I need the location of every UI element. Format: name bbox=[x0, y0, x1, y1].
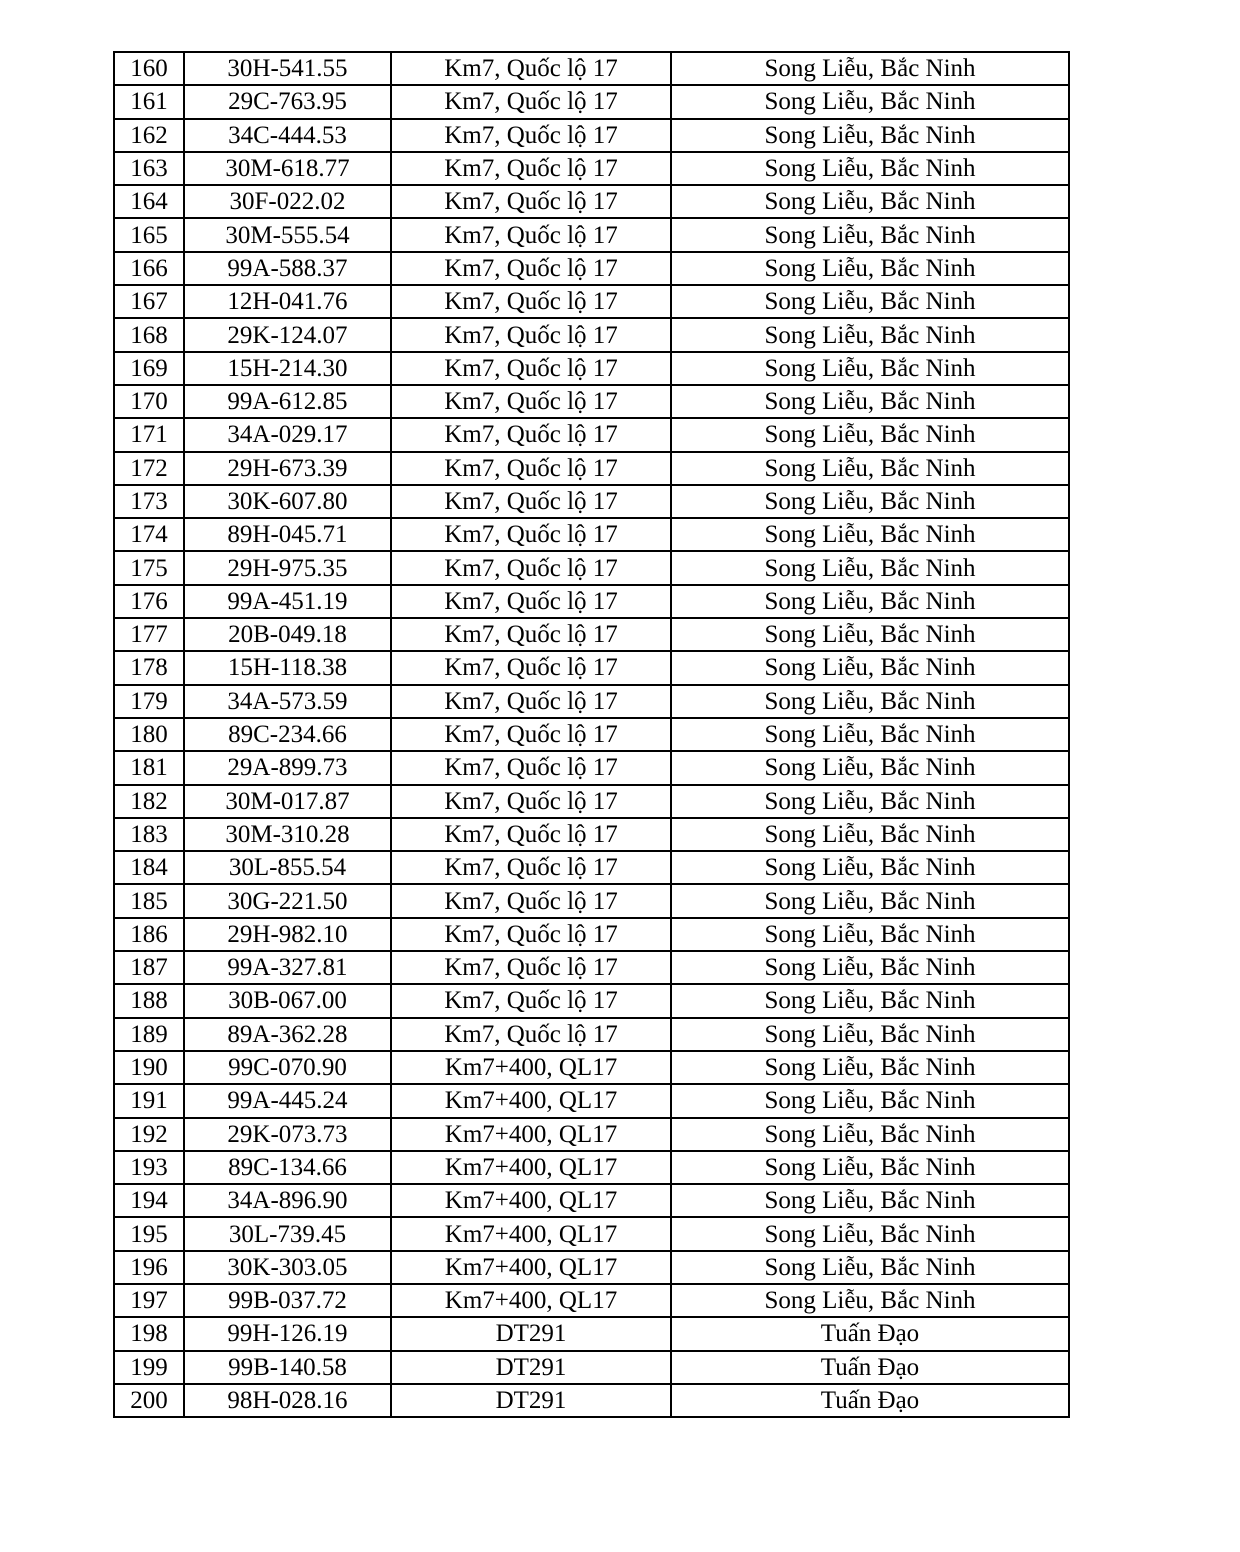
row-number-cell: 162 bbox=[114, 119, 184, 152]
area-cell: Song Liễu, Bắc Ninh bbox=[671, 685, 1069, 718]
location-cell: DT291 bbox=[391, 1351, 671, 1384]
table-row bbox=[114, 218, 1069, 251]
license-plate-cell: 99B-140.58 bbox=[184, 1351, 391, 1384]
table-row bbox=[114, 1284, 1069, 1317]
row-number-cell: 170 bbox=[114, 385, 184, 418]
license-plate-cell: 30K-303.05 bbox=[184, 1251, 391, 1284]
license-plate-cell: 30M-017.87 bbox=[184, 785, 391, 818]
row-number-cell: 199 bbox=[114, 1351, 184, 1384]
row-number-cell: 161 bbox=[114, 85, 184, 118]
row-number-cell: 164 bbox=[114, 185, 184, 218]
area-cell: Song Liễu, Bắc Ninh bbox=[671, 618, 1069, 651]
location-cell: Km7, Quốc lộ 17 bbox=[391, 884, 671, 917]
license-plate-cell: 30M-310.28 bbox=[184, 818, 391, 851]
area-cell: Tuấn Đạo bbox=[671, 1384, 1069, 1417]
table-row bbox=[114, 1384, 1069, 1417]
table-row bbox=[114, 785, 1069, 818]
license-plate-cell: 34A-029.17 bbox=[184, 418, 391, 451]
row-number-cell: 196 bbox=[114, 1251, 184, 1284]
license-plate-cell: 29K-124.07 bbox=[184, 318, 391, 351]
location-cell: Km7, Quốc lộ 17 bbox=[391, 751, 671, 784]
area-cell: Song Liễu, Bắc Ninh bbox=[671, 85, 1069, 118]
row-number-cell: 177 bbox=[114, 618, 184, 651]
table-row bbox=[114, 651, 1069, 684]
area-cell: Song Liễu, Bắc Ninh bbox=[671, 285, 1069, 318]
table-row bbox=[114, 418, 1069, 451]
row-number-cell: 200 bbox=[114, 1384, 184, 1417]
row-number-cell: 181 bbox=[114, 751, 184, 784]
license-plate-cell: 20B-049.18 bbox=[184, 618, 391, 651]
location-cell: Km7, Quốc lộ 17 bbox=[391, 318, 671, 351]
area-cell: Song Liễu, Bắc Ninh bbox=[671, 918, 1069, 951]
area-cell: Song Liễu, Bắc Ninh bbox=[671, 984, 1069, 1017]
location-cell: Km7, Quốc lộ 17 bbox=[391, 851, 671, 884]
row-number-cell: 192 bbox=[114, 1118, 184, 1151]
area-cell: Song Liễu, Bắc Ninh bbox=[671, 352, 1069, 385]
license-plate-cell: 29A-899.73 bbox=[184, 751, 391, 784]
location-cell: Km7, Quốc lộ 17 bbox=[391, 651, 671, 684]
area-cell: Song Liễu, Bắc Ninh bbox=[671, 951, 1069, 984]
table-row bbox=[114, 984, 1069, 1017]
area-cell: Song Liễu, Bắc Ninh bbox=[671, 884, 1069, 917]
location-cell: Km7, Quốc lộ 17 bbox=[391, 452, 671, 485]
location-cell: Km7+400, QL17 bbox=[391, 1217, 671, 1250]
license-plate-cell: 30L-855.54 bbox=[184, 851, 391, 884]
row-number-cell: 171 bbox=[114, 418, 184, 451]
row-number-cell: 186 bbox=[114, 918, 184, 951]
row-number-cell: 163 bbox=[114, 152, 184, 185]
location-cell: Km7, Quốc lộ 17 bbox=[391, 418, 671, 451]
row-number-cell: 188 bbox=[114, 984, 184, 1017]
row-number-cell: 169 bbox=[114, 352, 184, 385]
area-cell: Song Liễu, Bắc Ninh bbox=[671, 1284, 1069, 1317]
area-cell: Song Liễu, Bắc Ninh bbox=[671, 119, 1069, 152]
license-plate-cell: 30B-067.00 bbox=[184, 984, 391, 1017]
location-cell: Km7, Quốc lộ 17 bbox=[391, 718, 671, 751]
table-row bbox=[114, 1184, 1069, 1217]
location-cell: Km7, Quốc lộ 17 bbox=[391, 185, 671, 218]
license-plate-cell: 29H-975.35 bbox=[184, 551, 391, 584]
license-plate-cell: 30M-618.77 bbox=[184, 152, 391, 185]
row-number-cell: 182 bbox=[114, 785, 184, 818]
table-row bbox=[114, 685, 1069, 718]
license-plate-cell: 30L-739.45 bbox=[184, 1217, 391, 1250]
table-row bbox=[114, 918, 1069, 951]
row-number-cell: 184 bbox=[114, 851, 184, 884]
license-plate-cell: 29H-982.10 bbox=[184, 918, 391, 951]
row-number-cell: 183 bbox=[114, 818, 184, 851]
table-row bbox=[114, 152, 1069, 185]
license-plate-cell: 30K-607.80 bbox=[184, 485, 391, 518]
table-row bbox=[114, 751, 1069, 784]
license-plate-cell: 89C-234.66 bbox=[184, 718, 391, 751]
row-number-cell: 193 bbox=[114, 1151, 184, 1184]
license-plate-cell: 89A-362.28 bbox=[184, 1018, 391, 1051]
location-cell: Km7+400, QL17 bbox=[391, 1051, 671, 1084]
row-number-cell: 197 bbox=[114, 1284, 184, 1317]
table-row bbox=[114, 1151, 1069, 1184]
row-number-cell: 168 bbox=[114, 318, 184, 351]
table-row bbox=[114, 618, 1069, 651]
table-row bbox=[114, 818, 1069, 851]
location-cell: Km7, Quốc lộ 17 bbox=[391, 618, 671, 651]
location-cell: Km7, Quốc lộ 17 bbox=[391, 1018, 671, 1051]
table-row bbox=[114, 119, 1069, 152]
license-plate-cell: 30H-541.55 bbox=[184, 52, 391, 85]
table-row bbox=[114, 718, 1069, 751]
location-cell: Km7, Quốc lộ 17 bbox=[391, 785, 671, 818]
license-plate-cell: 15H-214.30 bbox=[184, 352, 391, 385]
table-row bbox=[114, 551, 1069, 584]
license-plate-cell: 12H-041.76 bbox=[184, 285, 391, 318]
row-number-cell: 185 bbox=[114, 884, 184, 917]
location-cell: Km7+400, QL17 bbox=[391, 1284, 671, 1317]
license-plate-cell: 99A-445.24 bbox=[184, 1084, 391, 1117]
row-number-cell: 194 bbox=[114, 1184, 184, 1217]
license-plate-cell: 34A-573.59 bbox=[184, 685, 391, 718]
table-row bbox=[114, 352, 1069, 385]
row-number-cell: 167 bbox=[114, 285, 184, 318]
location-cell: Km7, Quốc lộ 17 bbox=[391, 152, 671, 185]
license-plate-cell: 89H-045.71 bbox=[184, 518, 391, 551]
table-row bbox=[114, 1084, 1069, 1117]
area-cell: Song Liễu, Bắc Ninh bbox=[671, 485, 1069, 518]
license-plate-cell: 34C-444.53 bbox=[184, 119, 391, 152]
row-number-cell: 178 bbox=[114, 651, 184, 684]
table-row bbox=[114, 318, 1069, 351]
location-cell: Km7, Quốc lộ 17 bbox=[391, 818, 671, 851]
location-cell: Km7, Quốc lộ 17 bbox=[391, 352, 671, 385]
row-number-cell: 190 bbox=[114, 1051, 184, 1084]
area-cell: Song Liễu, Bắc Ninh bbox=[671, 418, 1069, 451]
license-plate-cell: 30G-221.50 bbox=[184, 884, 391, 917]
table-body bbox=[114, 52, 1069, 1417]
area-cell: Song Liễu, Bắc Ninh bbox=[671, 851, 1069, 884]
row-number-cell: 173 bbox=[114, 485, 184, 518]
license-plate-cell: 29K-073.73 bbox=[184, 1118, 391, 1151]
location-cell: Km7, Quốc lộ 17 bbox=[391, 585, 671, 618]
location-cell: Km7, Quốc lộ 17 bbox=[391, 52, 671, 85]
location-cell: Km7, Quốc lộ 17 bbox=[391, 85, 671, 118]
license-plate-cell: 99C-070.90 bbox=[184, 1051, 391, 1084]
row-number-cell: 175 bbox=[114, 551, 184, 584]
table-row bbox=[114, 85, 1069, 118]
area-cell: Tuấn Đạo bbox=[671, 1317, 1069, 1350]
area-cell: Song Liễu, Bắc Ninh bbox=[671, 785, 1069, 818]
location-cell: Km7, Quốc lộ 17 bbox=[391, 285, 671, 318]
area-cell: Song Liễu, Bắc Ninh bbox=[671, 751, 1069, 784]
violations-table bbox=[113, 51, 1070, 1418]
area-cell: Song Liễu, Bắc Ninh bbox=[671, 52, 1069, 85]
row-number-cell: 198 bbox=[114, 1317, 184, 1350]
license-plate-cell: 99A-612.85 bbox=[184, 385, 391, 418]
license-plate-cell: 99H-126.19 bbox=[184, 1317, 391, 1350]
row-number-cell: 174 bbox=[114, 518, 184, 551]
row-number-cell: 195 bbox=[114, 1217, 184, 1250]
license-plate-cell: 30M-555.54 bbox=[184, 218, 391, 251]
location-cell: Km7, Quốc lộ 17 bbox=[391, 218, 671, 251]
area-cell: Song Liễu, Bắc Ninh bbox=[671, 1251, 1069, 1284]
location-cell: Km7, Quốc lộ 17 bbox=[391, 518, 671, 551]
location-cell: Km7, Quốc lộ 17 bbox=[391, 551, 671, 584]
table-row bbox=[114, 1317, 1069, 1350]
area-cell: Song Liễu, Bắc Ninh bbox=[671, 818, 1069, 851]
table-row bbox=[114, 52, 1069, 85]
area-cell: Song Liễu, Bắc Ninh bbox=[671, 1018, 1069, 1051]
location-cell: Km7, Quốc lộ 17 bbox=[391, 918, 671, 951]
row-number-cell: 189 bbox=[114, 1018, 184, 1051]
location-cell: Km7+400, QL17 bbox=[391, 1084, 671, 1117]
license-plate-cell: 34A-896.90 bbox=[184, 1184, 391, 1217]
row-number-cell: 191 bbox=[114, 1084, 184, 1117]
area-cell: Song Liễu, Bắc Ninh bbox=[671, 318, 1069, 351]
location-cell: Km7, Quốc lộ 17 bbox=[391, 685, 671, 718]
license-plate-cell: 29C-763.95 bbox=[184, 85, 391, 118]
area-cell: Song Liễu, Bắc Ninh bbox=[671, 585, 1069, 618]
license-plate-cell: 99A-327.81 bbox=[184, 951, 391, 984]
area-cell: Song Liễu, Bắc Ninh bbox=[671, 1151, 1069, 1184]
table-row bbox=[114, 252, 1069, 285]
area-cell: Tuấn Đạo bbox=[671, 1351, 1069, 1384]
table-row bbox=[114, 951, 1069, 984]
table-row bbox=[114, 851, 1069, 884]
table-row bbox=[114, 1018, 1069, 1051]
license-plate-cell: 99A-451.19 bbox=[184, 585, 391, 618]
license-plate-cell: 30F-022.02 bbox=[184, 185, 391, 218]
license-plate-cell: 29H-673.39 bbox=[184, 452, 391, 485]
location-cell: DT291 bbox=[391, 1317, 671, 1350]
license-plate-cell: 89C-134.66 bbox=[184, 1151, 391, 1184]
table-row bbox=[114, 185, 1069, 218]
area-cell: Song Liễu, Bắc Ninh bbox=[671, 1084, 1069, 1117]
area-cell: Song Liễu, Bắc Ninh bbox=[671, 651, 1069, 684]
location-cell: Km7, Quốc lộ 17 bbox=[391, 119, 671, 152]
location-cell: DT291 bbox=[391, 1384, 671, 1417]
table-row bbox=[114, 1118, 1069, 1151]
area-cell: Song Liễu, Bắc Ninh bbox=[671, 152, 1069, 185]
table-row bbox=[114, 1217, 1069, 1250]
table-row bbox=[114, 1051, 1069, 1084]
location-cell: Km7, Quốc lộ 17 bbox=[391, 252, 671, 285]
table-row bbox=[114, 1251, 1069, 1284]
table-row bbox=[114, 1351, 1069, 1384]
location-cell: Km7+400, QL17 bbox=[391, 1184, 671, 1217]
area-cell: Song Liễu, Bắc Ninh bbox=[671, 452, 1069, 485]
table-row bbox=[114, 385, 1069, 418]
table-row bbox=[114, 884, 1069, 917]
area-cell: Song Liễu, Bắc Ninh bbox=[671, 1217, 1069, 1250]
table-row bbox=[114, 452, 1069, 485]
row-number-cell: 187 bbox=[114, 951, 184, 984]
location-cell: Km7+400, QL17 bbox=[391, 1251, 671, 1284]
area-cell: Song Liễu, Bắc Ninh bbox=[671, 718, 1069, 751]
row-number-cell: 172 bbox=[114, 452, 184, 485]
table-row bbox=[114, 485, 1069, 518]
area-cell: Song Liễu, Bắc Ninh bbox=[671, 185, 1069, 218]
area-cell: Song Liễu, Bắc Ninh bbox=[671, 252, 1069, 285]
table-row bbox=[114, 285, 1069, 318]
location-cell: Km7, Quốc lộ 17 bbox=[391, 385, 671, 418]
license-plate-cell: 15H-118.38 bbox=[184, 651, 391, 684]
area-cell: Song Liễu, Bắc Ninh bbox=[671, 1051, 1069, 1084]
area-cell: Song Liễu, Bắc Ninh bbox=[671, 1118, 1069, 1151]
row-number-cell: 176 bbox=[114, 585, 184, 618]
table-row bbox=[114, 518, 1069, 551]
row-number-cell: 160 bbox=[114, 52, 184, 85]
location-cell: Km7, Quốc lộ 17 bbox=[391, 485, 671, 518]
area-cell: Song Liễu, Bắc Ninh bbox=[671, 218, 1069, 251]
area-cell: Song Liễu, Bắc Ninh bbox=[671, 385, 1069, 418]
location-cell: Km7+400, QL17 bbox=[391, 1151, 671, 1184]
row-number-cell: 166 bbox=[114, 252, 184, 285]
row-number-cell: 179 bbox=[114, 685, 184, 718]
location-cell: Km7, Quốc lộ 17 bbox=[391, 984, 671, 1017]
location-cell: Km7, Quốc lộ 17 bbox=[391, 951, 671, 984]
license-plate-cell: 99A-588.37 bbox=[184, 252, 391, 285]
table-row bbox=[114, 585, 1069, 618]
license-plate-cell: 98H-028.16 bbox=[184, 1384, 391, 1417]
license-plate-cell: 99B-037.72 bbox=[184, 1284, 391, 1317]
row-number-cell: 165 bbox=[114, 218, 184, 251]
area-cell: Song Liễu, Bắc Ninh bbox=[671, 1184, 1069, 1217]
row-number-cell: 180 bbox=[114, 718, 184, 751]
location-cell: Km7+400, QL17 bbox=[391, 1118, 671, 1151]
area-cell: Song Liễu, Bắc Ninh bbox=[671, 551, 1069, 584]
area-cell: Song Liễu, Bắc Ninh bbox=[671, 518, 1069, 551]
